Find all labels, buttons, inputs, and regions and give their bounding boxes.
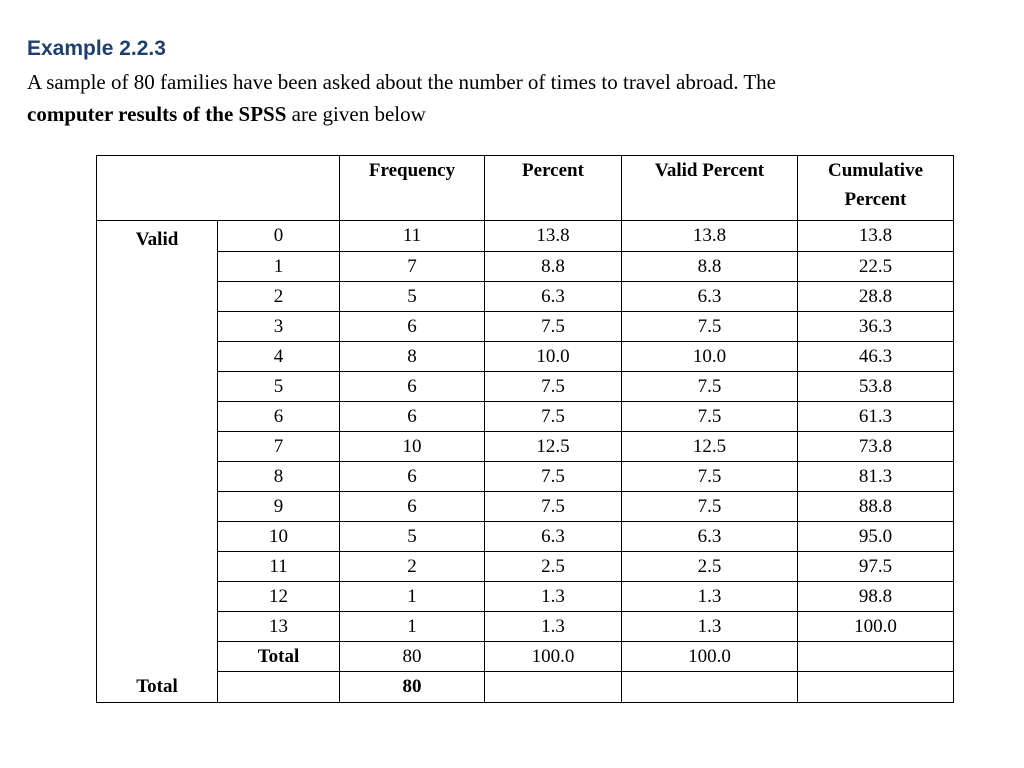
cell-cumulative-percent: 81.3 <box>798 462 954 492</box>
cell-cumulative-percent: 46.3 <box>798 342 954 372</box>
grand-total-valid-percent-empty <box>622 672 798 703</box>
cell-valid-percent: 7.5 <box>622 402 798 432</box>
grand-total-cumulative-empty <box>798 672 954 703</box>
cell-valid-percent: 7.5 <box>622 462 798 492</box>
slide-title: Example 2.2.3 <box>27 37 166 60</box>
cell-percent: 7.5 <box>485 312 622 342</box>
cell-frequency: 1 <box>340 582 485 612</box>
cell-valid-percent: 6.3 <box>622 522 798 552</box>
cell-value: 0 <box>218 221 340 252</box>
cell-cumulative-percent: 98.8 <box>798 582 954 612</box>
cell-cumulative-percent: 88.8 <box>798 492 954 522</box>
cell-frequency: 8 <box>340 342 485 372</box>
cell-frequency: 6 <box>340 492 485 522</box>
table-row <box>97 342 954 372</box>
intro-text <box>27 66 1007 130</box>
cell-value: 12 <box>218 582 340 612</box>
cell-value: 1 <box>218 252 340 282</box>
cell-value: 6 <box>218 402 340 432</box>
valid-total-row <box>97 642 954 672</box>
cell-value: 2 <box>218 282 340 312</box>
cell-value: 8 <box>218 462 340 492</box>
header-cumulative-line2: Percent <box>844 189 907 210</box>
cell-percent: 6.3 <box>485 282 622 312</box>
cell-value: 11 <box>218 552 340 582</box>
cell-frequency: 6 <box>340 462 485 492</box>
cell-valid-percent: 7.5 <box>622 372 798 402</box>
table-row <box>97 582 954 612</box>
table-row <box>97 372 954 402</box>
cell-frequency: 6 <box>340 312 485 342</box>
cell-percent: 6.3 <box>485 522 622 552</box>
table-row <box>97 282 954 312</box>
cell-value: 10 <box>218 522 340 552</box>
cell-cumulative-percent: 100.0 <box>798 612 954 642</box>
grand-total-percent-empty <box>485 672 622 703</box>
cell-cumulative-percent: 73.8 <box>798 432 954 462</box>
grand-total-row <box>97 672 954 703</box>
table-row <box>97 221 954 252</box>
cell-valid-percent: 2.5 <box>622 552 798 582</box>
header-percent: Percent <box>485 156 622 221</box>
cell-value: 9 <box>218 492 340 522</box>
header-cumulative-line1: Cumulative <box>828 160 923 181</box>
cell-percent: 8.8 <box>485 252 622 282</box>
header-row <box>97 156 954 221</box>
grand-total-label: Total <box>97 672 218 703</box>
cell-valid-percent: 1.3 <box>622 612 798 642</box>
cell-cumulative-percent: 28.8 <box>798 282 954 312</box>
cell-percent: 7.5 <box>485 492 622 522</box>
cell-valid-percent: 13.8 <box>622 221 798 252</box>
header-cumulative-percent <box>798 156 954 221</box>
cell-cumulative-percent: 61.3 <box>798 402 954 432</box>
cell-cumulative-percent: 95.0 <box>798 522 954 552</box>
cell-frequency: 5 <box>340 522 485 552</box>
cell-valid-percent: 8.8 <box>622 252 798 282</box>
valid-total-percent: 100.0 <box>485 642 622 672</box>
valid-label: Valid <box>97 221 218 672</box>
cell-cumulative-percent: 53.8 <box>798 372 954 402</box>
frequency-table <box>96 155 954 703</box>
cell-percent: 12.5 <box>485 432 622 462</box>
cell-frequency: 7 <box>340 252 485 282</box>
cell-value: 7 <box>218 432 340 462</box>
header-blank <box>97 156 340 221</box>
cell-percent: 1.3 <box>485 582 622 612</box>
cell-frequency: 2 <box>340 552 485 582</box>
intro-part-1: A sample of 80 families have been asked about the number of times to travel abroad. The <box>27 70 776 94</box>
cell-valid-percent: 10.0 <box>622 342 798 372</box>
cell-cumulative-percent: 22.5 <box>798 252 954 282</box>
cell-value: 4 <box>218 342 340 372</box>
cell-percent: 2.5 <box>485 552 622 582</box>
cell-percent: 7.5 <box>485 402 622 432</box>
table-row <box>97 492 954 522</box>
table-row <box>97 522 954 552</box>
grand-total-frequency: 80 <box>340 672 485 703</box>
table-row <box>97 252 954 282</box>
valid-total-frequency: 80 <box>340 642 485 672</box>
valid-total-label: Total <box>218 642 340 672</box>
cell-frequency: 10 <box>340 432 485 462</box>
cell-valid-percent: 7.5 <box>622 312 798 342</box>
header-valid-percent: Valid Percent <box>622 156 798 221</box>
intro-part-2: are given below <box>286 102 426 126</box>
table-row <box>97 552 954 582</box>
cell-percent: 13.8 <box>485 221 622 252</box>
table-row <box>97 612 954 642</box>
cell-valid-percent: 6.3 <box>622 282 798 312</box>
cell-percent: 1.3 <box>485 612 622 642</box>
cell-value: 13 <box>218 612 340 642</box>
cell-cumulative-percent: 13.8 <box>798 221 954 252</box>
header-frequency: Frequency <box>340 156 485 221</box>
cell-frequency: 6 <box>340 402 485 432</box>
cell-value: 5 <box>218 372 340 402</box>
cell-percent: 7.5 <box>485 372 622 402</box>
cell-frequency: 6 <box>340 372 485 402</box>
grand-total-blank <box>218 672 340 703</box>
cell-cumulative-percent: 97.5 <box>798 552 954 582</box>
valid-total-cumulative-empty <box>798 642 954 672</box>
table-row <box>97 402 954 432</box>
cell-frequency: 11 <box>340 221 485 252</box>
cell-value: 3 <box>218 312 340 342</box>
table-row <box>97 432 954 462</box>
cell-percent: 7.5 <box>485 462 622 492</box>
cell-valid-percent: 12.5 <box>622 432 798 462</box>
cell-frequency: 5 <box>340 282 485 312</box>
cell-valid-percent: 1.3 <box>622 582 798 612</box>
intro-bold: computer results of the SPSS <box>27 102 287 126</box>
valid-total-valid-percent: 100.0 <box>622 642 798 672</box>
cell-valid-percent: 7.5 <box>622 492 798 522</box>
table-row <box>97 312 954 342</box>
table-row <box>97 462 954 492</box>
cell-percent: 10.0 <box>485 342 622 372</box>
cell-cumulative-percent: 36.3 <box>798 312 954 342</box>
cell-frequency: 1 <box>340 612 485 642</box>
